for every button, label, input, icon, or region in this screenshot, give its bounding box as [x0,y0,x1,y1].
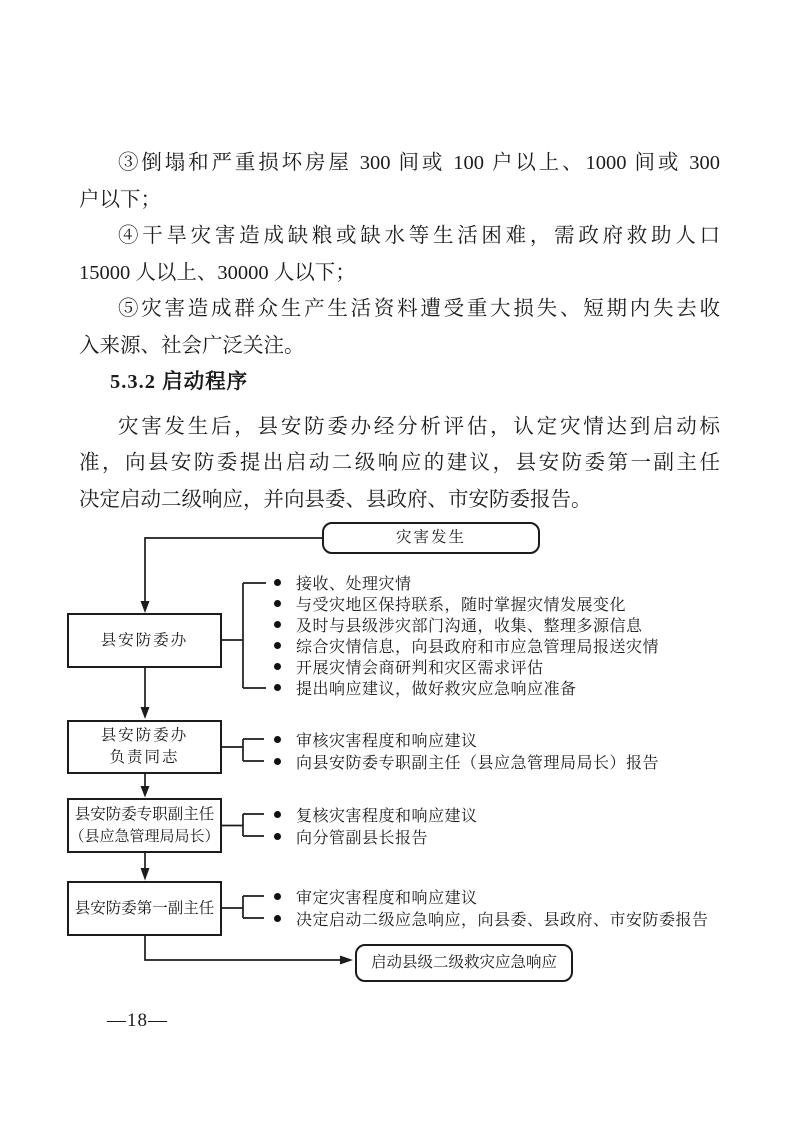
box-label: 县安防委第一副主任 [74,899,215,917]
bullet-text: 开展灾情会商研判和灾区需求评估 [296,660,544,677]
bullet-item [274,750,659,772]
bullet-text: 及时与县级涉灾部门沟通，收集、整理多源信息 [296,618,643,635]
bullet-item [274,635,659,656]
bullet-text: 提出响应建议，做好救灾应急响应准备 [296,681,577,698]
flowchart-start-box [322,522,540,554]
box-label: 县安防委办 [100,631,189,649]
bullet-icon [274,736,281,743]
box-label: （县应急管理局局长） [69,828,220,845]
section-heading: 5.3.2 启动程序 [110,371,249,393]
bullet-item [274,825,478,847]
paragraph-line: ④干旱灾害造成缺粮或缺水等生活困难，需政府救助人口 [118,225,720,247]
bullet-item [274,572,659,593]
flowchart-box-first-deputy-director [67,881,222,936]
bullet-icon [274,600,281,607]
bullet-icon [274,758,281,765]
bullet-icon [274,833,281,840]
bullet-icon [274,579,281,586]
start-box-label: 灾害发生 [395,529,466,546]
paragraph-line: 入来源、社会广泛关注。 [79,334,305,357]
paragraph-line: 准，向县安防委提出启动二级响应的建议，县安防委第一副主任 [79,452,720,474]
arrow-box2-to-box3 [141,774,150,798]
bullet-list-deputy-director-duties [274,803,478,847]
bullet-text: 审核灾害程度和响应建议 [296,732,478,750]
bullet-icon [274,893,281,900]
bullet-text: 审定灾害程度和响应建议 [296,889,478,907]
end-box-label: 启动县级二级救灾应急响应 [370,954,557,971]
arrow-box3-to-box4 [141,853,150,881]
connector-box4-to-end [145,936,353,965]
paragraph-line: ③倒塌和严重损坏房屋 300 间或 100 户以上、1000 间或 300 [118,152,720,174]
bullet-text: 与受灾地区保持联系，随时掌握灾情发展变化 [296,597,627,614]
bullet-icon [274,642,281,649]
bracket-list3 [222,814,264,836]
bullet-text: 向分管副县长报告 [296,829,429,847]
paragraph-line: 灾害发生后，县安防委办经分析评估，认定灾情达到启动标 [118,415,720,438]
flowchart-box-office-leader [67,720,222,774]
flowchart-box-office [67,613,222,668]
arrow-box1-to-box2 [141,668,150,719]
bracket-list4 [222,896,264,918]
bullet-icon [274,684,281,691]
bracket-list2 [222,739,264,761]
page-number: —18— [107,1010,168,1031]
bullet-text: 向县安防委专职副主任（县应急管理局局长）报告 [296,754,660,772]
bullet-list-office-duties [274,572,659,698]
box-label: 负责同志 [109,749,180,766]
bullet-icon [274,811,281,818]
bullet-text: 综合灾情信息，向县政府和市应急管理局报送灾情 [296,639,660,656]
bullet-icon [274,663,281,670]
paragraph-line: 15000 人以上、30000 人以下； [79,261,356,284]
flowchart-box-deputy-director [67,798,222,853]
paragraph-line: 决定启动二级响应，并向县委、县政府、市安防委报告。 [79,488,592,511]
bullet-item [274,885,709,907]
bullet-text: 复核灾害程度和响应建议 [296,807,478,825]
bullet-item [274,677,659,698]
flowchart-end-box [355,944,573,982]
bullet-list-first-deputy-duties [274,885,709,929]
bullet-item [274,614,659,635]
bullet-item [274,728,659,750]
bullet-list-office-leader-duties [274,728,659,772]
bracket-list1 [222,583,266,688]
box-label: 县安防委办 [100,727,189,744]
bullet-item [274,656,659,677]
bullet-text: 接收、处理灾情 [296,576,412,593]
bullet-item [274,593,659,614]
paragraph-line: ⑤灾害造成群众生产生活资料遭受重大损失、短期内失去收 [118,298,720,320]
bullet-item [274,907,709,929]
box-label: 县安防委专职副主任 [74,805,215,823]
bullet-icon [274,915,281,922]
paragraph-line: 户以下； [79,188,161,211]
bullet-icon [274,621,281,628]
bullet-item [274,803,478,825]
bullet-text: 决定启动二级应急响应，向县委、县政府、市安防委报告 [296,911,709,929]
